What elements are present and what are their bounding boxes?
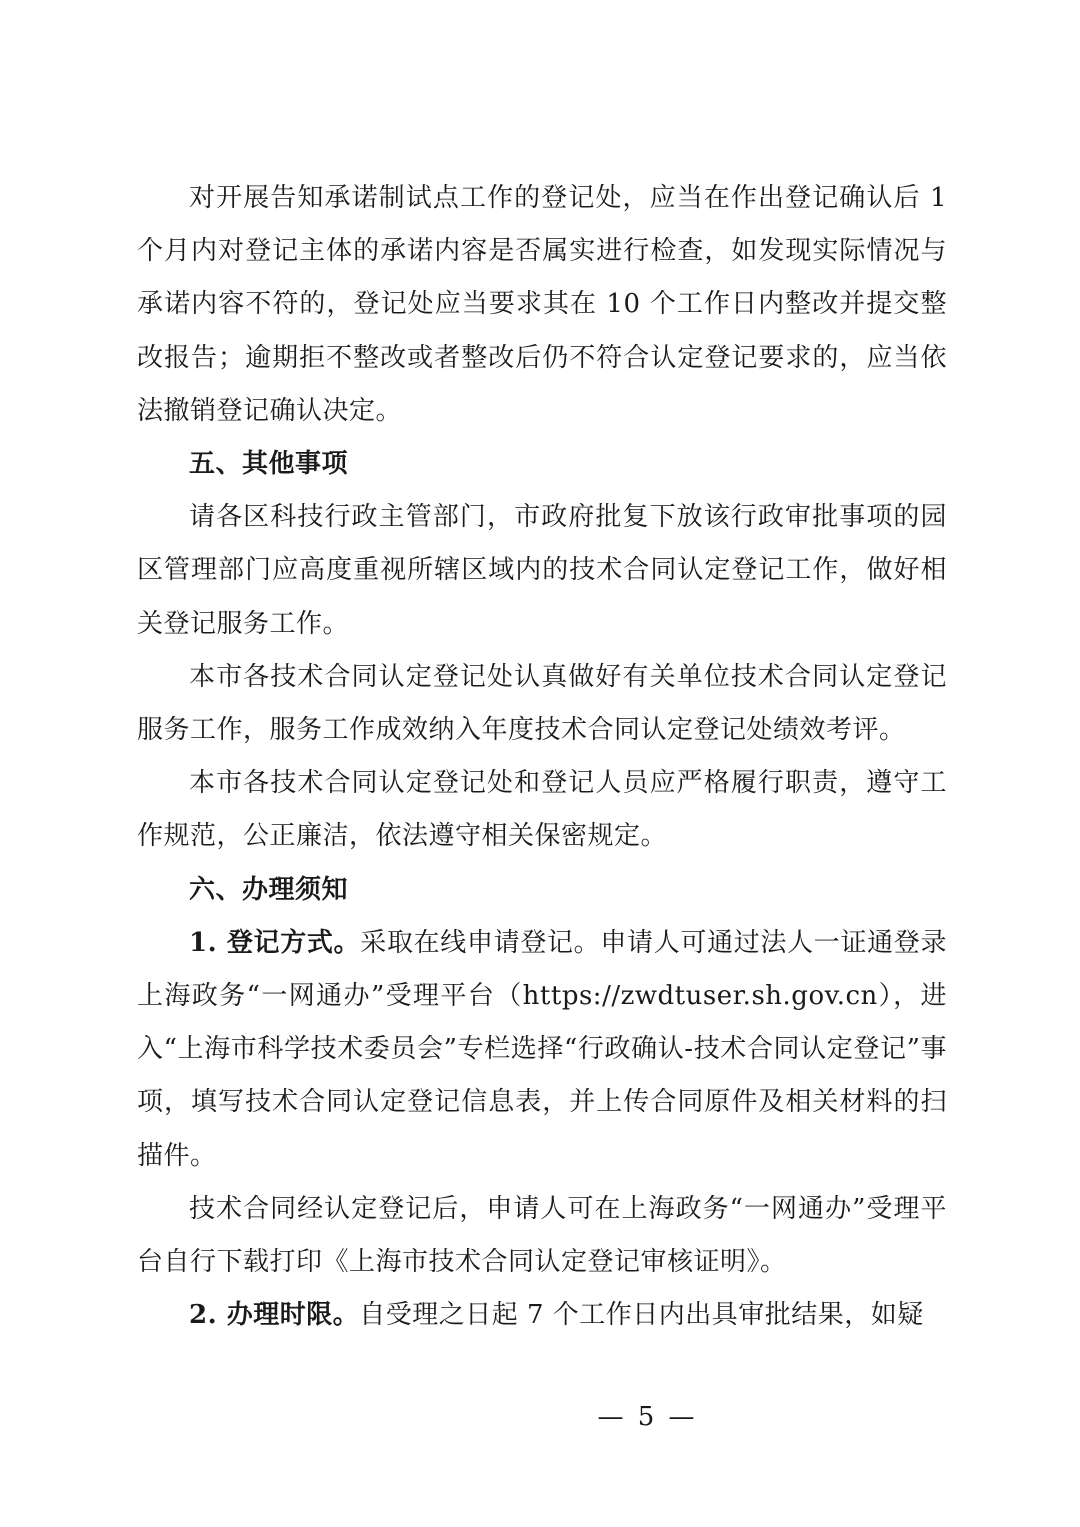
item-text-processing-time: 自受理之日起 7 个工作日内出具审批结果，如疑 <box>359 1300 924 1331</box>
item-text-registration-method: 采取在线申请登记。申请人可通过法人一证通登录上海政务“一网通办”受理平台（https://zwdtuser.sh.gov.cn），进入“上海市科学技术委员会”专栏选择“行政确认-技术合同认定登记”事项，填写技术合同认定登记信息表，并上传合同原件及相关材料的扫描件。 <box>137 927 947 1171</box>
item-lead-registration-method: 1. 登记方式。 <box>189 927 361 958</box>
page-number: — 5 — <box>597 1402 698 1432</box>
paragraph-processing-time <box>137 1289 947 1342</box>
section-heading-other-matters: 五、其他事项 <box>189 449 349 480</box>
paragraph-download-certificate: 技术合同经认定登记后，申请人可在上海政务“一网通办”受理平台自行下载打印《上海市技术合同认定登记审核证明》。 <box>137 1193 947 1278</box>
paragraph-registration-method <box>137 917 947 1183</box>
paragraph-registration-staff-duties: 本市各技术合同认定登记处和登记人员应严格履行职责，遵守工作规范，公正廉洁，依法遵守相关保密规定。 <box>137 768 947 852</box>
paragraph-district-departments: 请各区科技行政主管部门，市政府批复下放该行政审批事项的园区管理部门应高度重视所辖区域内的技术合同认定登记工作，做好相关登记服务工作。 <box>137 502 947 639</box>
section-heading-handling-notes: 六、办理须知 <box>189 874 349 905</box>
document-body <box>137 172 947 1342</box>
paragraph-registration-offices-service: 本市各技术合同认定登记处认真做好有关单位技术合同认定登记服务工作，服务工作成效纳入年度技术合同认定登记处绩效考评。 <box>137 661 947 746</box>
paragraph-notice-verification: 对开展告知承诺制试点工作的登记处，应当在作出登记确认后 1 个月内对登记主体的承诺内容是否属实进行检查，如发现实际情况与承诺内容不符的，登记处应当要求其在 10 个工作日内整改并提交整改报告；逾期拒不整改或者整改后仍不符合认定登记要求的，应当依法撤销登记确认决定。 <box>137 183 947 426</box>
item-lead-processing-time: 2. 办理时限。 <box>189 1300 360 1331</box>
